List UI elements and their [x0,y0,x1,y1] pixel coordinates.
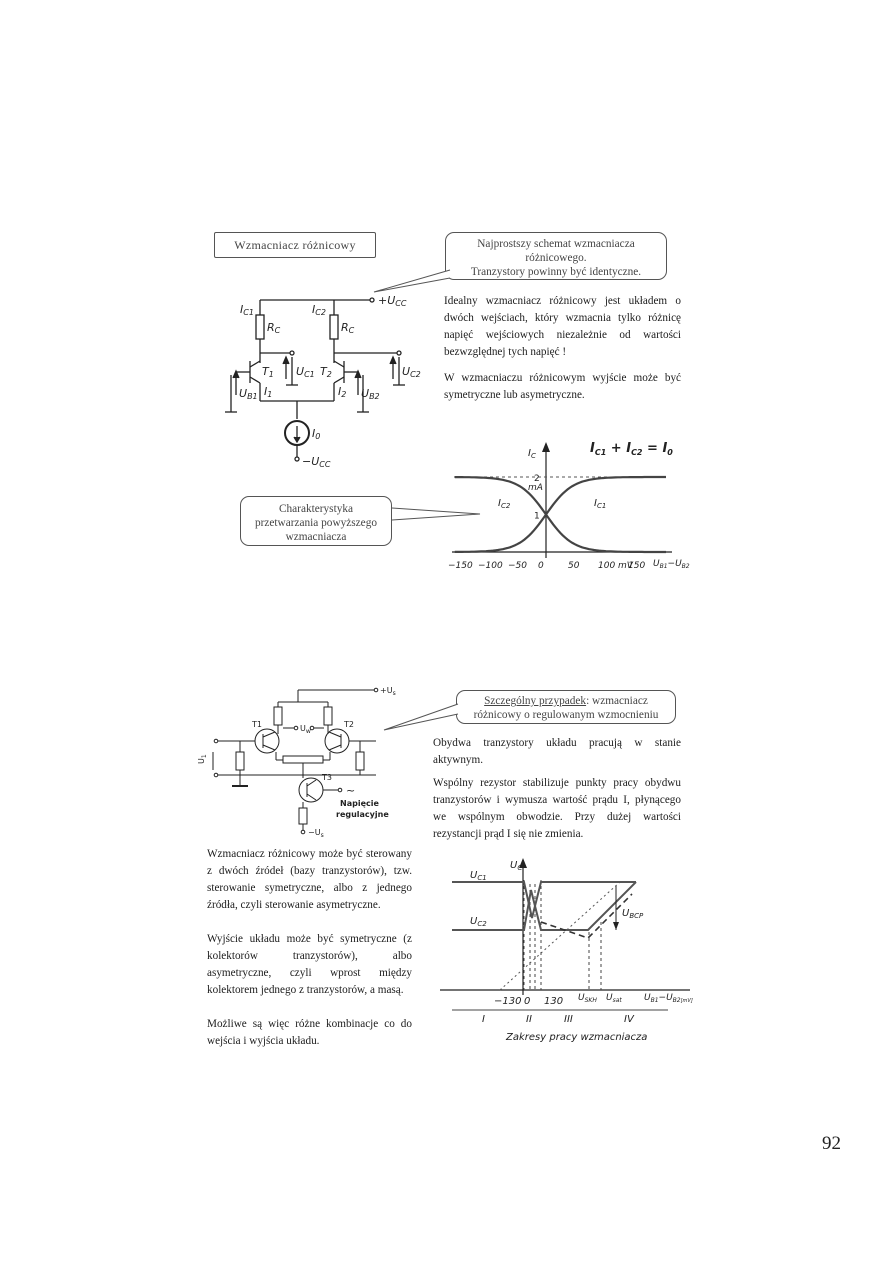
transistor-t1 [255,729,279,753]
svg-text:UB1: UB1 [239,387,258,401]
svg-text:Napięcie: Napięcie [340,799,379,808]
x-tick-label: −150 [448,561,473,571]
transistor-t3 [299,778,323,802]
callout-line: Najprostszy schemat wzmacniacza [477,238,635,250]
paragraph-control-modes: Wzmacniacz różnicowy może być sterowany z dwóch źródeł (bazy tranzystorów), tzw. sterowanie symetryczne, albo z jednego źródła, czyli sterowanie asymetryczne. [207,848,412,911]
chart-caption: Zakresy pracy wzmacniacza [506,1032,648,1043]
callout-special-case [456,690,676,724]
curve-label-ic2: $I_{C2}$ [498,498,511,510]
y-axis-label: $U_C$ [510,860,523,872]
svg-text:T1: T1 [252,720,262,729]
diff-amp-circuit [222,285,442,470]
paragraph-output-modes: Wyjście układu może być symetryczne (z kolektorów tranzystorów), albo asymetryczne, czyli wprost między kolektorem jednego z tranzystorów, a masą. [207,933,412,996]
tick-label: 130 [544,996,564,1007]
svg-text:T3: T3 [322,773,332,782]
paragraph-ideal-amplifier: Idealny wzmacniacz różnicowy jest układem o dwóch wejściach, który wzmacnia tylko różnicę napięć wejściowych niezależnie od wartości bezwzględnej tych napięć ! [444,295,681,358]
transfer-characteristic-chart [440,430,690,590]
series-label-uc2: $U_{C2}$ [470,916,487,928]
callout-line: różnicowego. [525,252,587,264]
svg-text:T1: T1 [262,365,274,379]
tick-label: $U_{SKH}$ [578,993,597,1004]
callout-transfer-characteristic [240,496,392,546]
section-title-box: Wzmacniacz różnicowy [214,232,376,258]
callout-simplest-schematic [445,232,667,280]
x-axis-label: $U_{B1}-U_{B2}[mV]$ [644,993,693,1004]
svg-text:I1: I1 [264,385,273,399]
svg-text:I2: I2 [338,385,347,399]
callout-line: Charakterystyka [278,503,354,515]
callout-line: wzmacniacza [285,531,347,543]
series-ic2-curve [455,477,666,552]
svg-text:regulacyjne: regulacyjne [336,810,389,819]
region-label: I [482,1014,485,1025]
svg-text:RC: RC [341,321,355,335]
diagonal-reference [500,882,620,990]
callout-line: Tranzystory powinny być identyczne. [470,266,642,278]
callout-text: : wzmacniacz [586,695,648,707]
svg-text:T2: T2 [344,720,354,729]
svg-text:UC1: UC1 [296,365,315,379]
callout-line: różnicowy o regulowanym wzmocnieniu [473,709,659,721]
callout-underlined: Szczególny przypadek [484,695,587,707]
svg-text:IC1: IC1 [240,303,254,317]
x-tick-label: 100 mV [598,561,633,571]
x-tick-label: 150 [628,561,646,571]
series-ic1-curve [455,477,666,552]
resistor-rc2 [330,315,338,339]
svg-text:Uw: $U_w$ [300,724,311,735]
paragraph-combinations: Możliwe są więc różne kombinacje co do wejścia i wyjścia układu. [207,1018,412,1047]
callout-line: przetwarzania powyższego [254,517,377,529]
x-tick-label: 50 [568,561,580,571]
page-number: 92 [822,1133,841,1154]
svg-text:U1: $U_1$ [197,754,208,764]
svg-text:T2: T2 [320,365,332,379]
svg-text:−Us: $-U_s$ [308,828,324,839]
paragraph-active-state: Obydwa tranzystory układu pracują w stanie aktywnym. [433,737,681,766]
svg-text:IC2: IC2 [312,303,326,317]
y-tick-label: 1 [534,511,540,522]
curve-label-ic1: $I_{C1}$ [594,498,607,510]
chart-equation: $I_{C1} + I_{C2} = I_0$ [590,441,673,457]
paragraph-output-types: W wzmacniaczu różnicowym wyjście może być symetryczne lub asymetryczne. [444,372,681,401]
series-uc1 [452,882,636,918]
svg-text:+UCC: +UCC [378,294,407,308]
x-axis-label: $U_{B1}-U_{B2}$ [653,559,690,570]
callout-line [457,694,675,708]
unit-label: mA [528,483,543,493]
svg-text:+Us: $+U_s$ [380,686,396,697]
region-label: IV [624,1014,634,1025]
series-label-uc1: $U_{C1}$ [470,870,487,882]
tick-label: $U_{sat}$ [606,993,622,1004]
x-tick-label: 0 [538,561,544,571]
series-label-ubcp: $U_{BCP}$ [622,908,644,920]
callout-pointer [380,698,465,738]
svg-text:I0: I0 [312,427,321,441]
tick-label: −130 [494,996,522,1007]
region-label: III [564,1014,573,1025]
svg-text:~: ~ [346,784,356,797]
y-axis-label: $I_C$ [528,448,536,460]
resistor-rc1 [256,315,264,339]
transistor-t2 [325,729,349,753]
x-tick-label: −100 [478,561,503,571]
tick-label: 0 [524,996,531,1007]
svg-text:UC2: UC2 [402,365,421,379]
svg-text:UB2: UB2 [361,387,380,401]
svg-text:−UCC: −UCC [302,455,331,469]
paragraph-common-resistor: Wspólny rezystor stabilizuje punkty pracy obydwu tranzystorów i wymusza wartość prądu I, płynącego we wspólnym obwodzie. Przy dużej wartości rezystancji prąd I się nie zmienia. [433,777,681,840]
operating-ranges-chart [440,850,695,1050]
vcc-terminal [370,298,374,302]
x-tick-label: −50 [508,561,527,571]
y-tick-label: 2 [534,474,540,484]
svg-text:RC: RC [267,321,281,335]
region-label: II [526,1014,532,1025]
